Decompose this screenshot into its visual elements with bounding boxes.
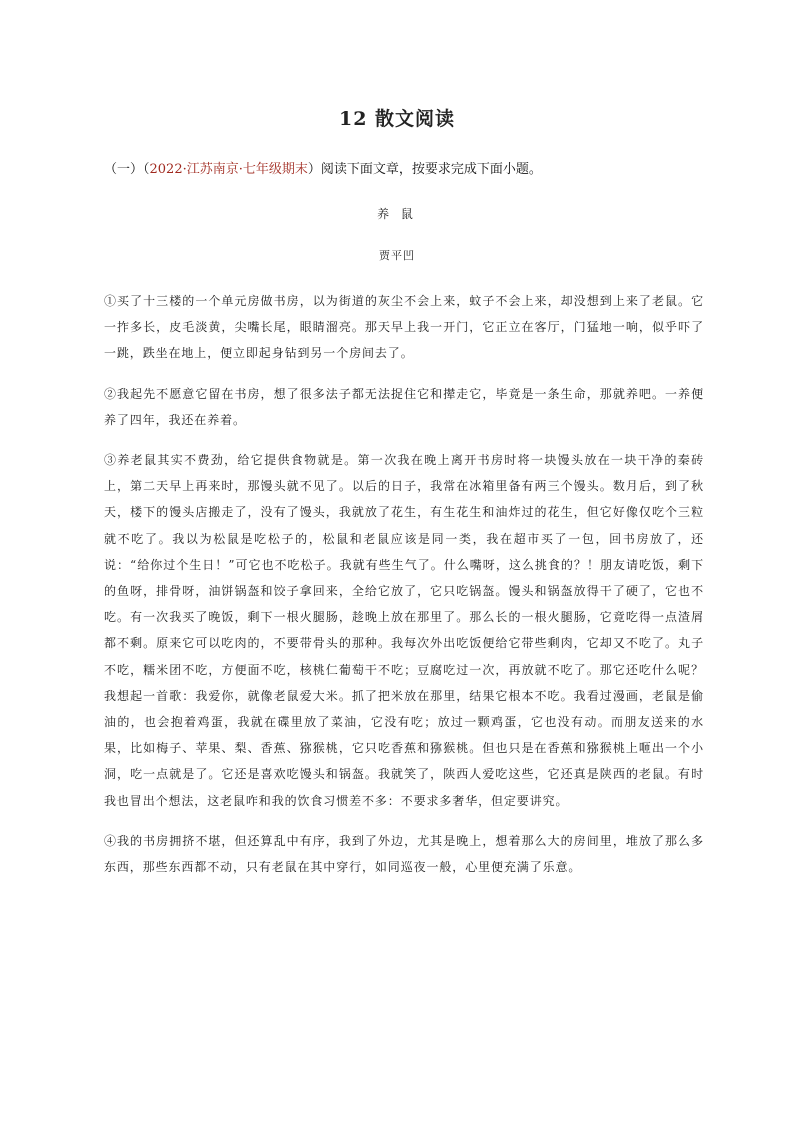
paragraph-3: ③养老鼠其实不费劲，给它提供食物就是。第一次我在晚上离开书房时将一块馒头放在一块干净的秦砖上，第二天早上再来时，那馒头就不见了。以后的日子，我常在冰箱里备有两三个馒头。数月后，到了秋天，楼下的馒头店搬走了，没有了馒头，我就放了花生，有生花生和油炸过的花生，但它好像仅吃个三粒就不吃了。我以为松鼠是吃松子的，松鼠和老鼠应该是同一类，我在超市买了一包，回书房放了，还说：“给你过个生日！”可它也不吃松子。我就有些生气了。什么嘴呀，这么挑食的？！朋友请吃饭，剩下的鱼呀，排骨呀，油饼锅盔和饺子拿回来，全给它放了，它只吃锅盔。馒头和锅盔放得干了硬了，它也不吃。有一次我买了晚饭，剩下一根火腿肠，趁晚上放在那里了。那么长的一根火腿肠，它竟吃得一点渣屑都不剩。原来它可以吃肉的，不要带骨头的那种。我每次外出吃饭便给它带些剩肉，它却又不吃了。丸子不吃，糯米团不吃，方便面不吃，核桃仁葡萄干不吃；豆腐吃过一次，再放就不吃了。那它还吃什么呢？我想起一首歌：我爱你，就像老鼠爱大米。抓了把米放在那里，结果它根本不吃。我看过漫画，老鼠是偷油的，也会抱着鸡蛋，我就在碟里放了菜油，它没有吃；放过一颗鸡蛋，它也没有动。而朋友送来的水果，比如梅子、苹果、梨、香蕉、猕猴桃，它只吃香蕉和猕猴桃。但也只是在香蕉和猕猴桃上咂出一个小洞，吃一点就是了。它还是喜欢吃馒头和锅盔。我就笑了，陕西人爱吃这些，它还真是陕西的老鼠。有时我也冒出个想法，这老鼠咋和我的饮食习惯差不多：不要求多奢华，但定要讲究。 <box>104 453 704 808</box>
paragraph-1: ①买了十三楼的一个单元房做书房，以为街道的灰尘不会上来，蚊子不会上来，却没想到上来了老鼠。它一拃多长，皮毛淡黄，尖嘴长尾，眼睛溜亮。那天早上我一开门，它正立在客厅，门猛地一响，似乎吓了一跳，跌坐在地上，便立即起身钻到另一个房间去了。 <box>104 294 704 361</box>
paragraph-2: ②我起先不愿意它留在书房，想了很多法子都无法捉住它和撵走它，毕竟是一条生命，那就养吧。一养便养了四年，我还在养着。 <box>104 386 704 427</box>
intro-prefix: （一）（ <box>104 162 150 177</box>
article-title: 养 鼠 <box>377 207 417 221</box>
article-author: 贾平凹 <box>379 249 415 262</box>
intro-suffix: ）阅读下面文章，按要求完成下面小题。 <box>307 162 542 177</box>
intro-source[interactable]: 2022·江苏南京·七年级期末 <box>149 162 308 177</box>
paragraph-4: ④我的书房拥挤不堪，但还算乱中有序，我到了外边，尤其是晚上，想着那么大的房间里，堆放了那么多东西，那些东西都不动，只有老鼠在其中穿行，如同巡夜一般，心里便充满了乐意。 <box>104 833 704 875</box>
page-title: 12 散文阅读 <box>338 108 456 130</box>
question-intro <box>104 158 542 177</box>
article-body <box>104 288 704 894</box>
